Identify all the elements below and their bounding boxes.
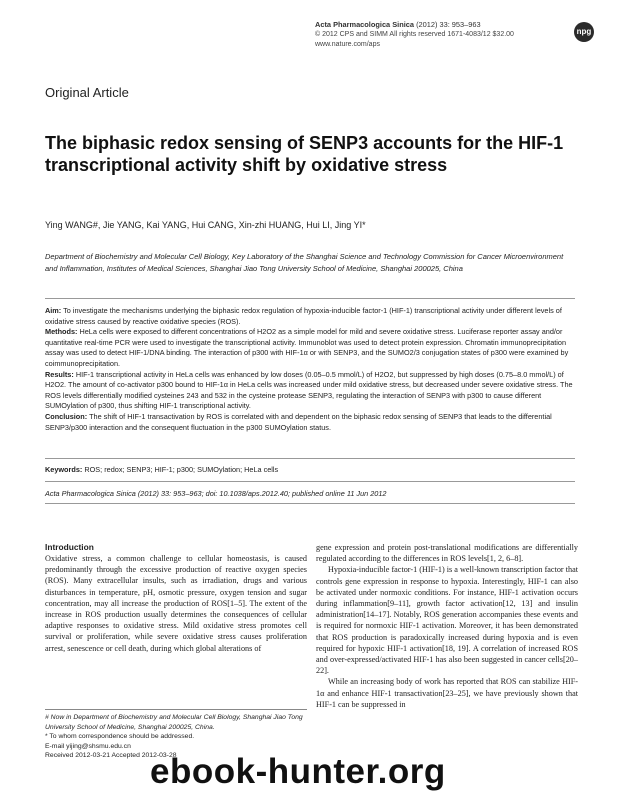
journal-issue: (2012) 33: 953–963 — [416, 20, 481, 29]
abstract-aim — [45, 306, 580, 327]
journal-name — [315, 20, 481, 29]
divider — [45, 481, 575, 482]
body-column-left — [45, 553, 307, 654]
abstract — [45, 306, 580, 433]
paragraph: gene expression and protein post-translational modifications are differentially regulated according to the differences in ROS levels[1, 2, 6–8]. — [316, 543, 578, 564]
divider — [45, 298, 575, 299]
journal-url[interactable]: www.nature.com/aps — [315, 41, 380, 48]
section-heading-introduction: Introduction — [45, 542, 94, 552]
abstract-results — [45, 370, 580, 412]
article-type: Original Article — [45, 85, 129, 100]
footnote-divider — [45, 709, 307, 710]
divider — [45, 458, 575, 459]
paragraph: While an increasing body of work has reported that ROS can stabilize HIF-1α and enhance HIF-1 transactivation[23–25], we have previously shown that HIF-1 can be suppressed in — [316, 677, 578, 709]
abstract-conclusion — [45, 412, 580, 433]
footnote-correspondence: * To whom correspondence should be addressed. — [45, 733, 195, 741]
paragraph: Oxidative stress, a common challenge to cellular homeostasis, is caused predominantly through the excessive production of reactive oxygen species (ROS). Many extracellular insults, such as irradiation, drugs and various disturbances in temperature, pH, osmotic pressure, oxygen tension and sugar concentration, may all increase the production of ROS[1–5]. The extent of the increase in ROS production usually determines the consequences of cellular adaptive responses to oxidative stress. Mild oxidative stress promotes cell survival or proliferation, while severe oxidative stress causes proliferation arrest, senescence or cell death, during which global alterations of — [45, 554, 307, 653]
citation: Acta Pharmacologica Sinica (2012) 33: 953–963; doi: 10.1038/aps.2012.40; published online 11 Jun 2012 — [45, 489, 387, 498]
author-list: Ying WANG#, Jie YANG, Kai YANG, Hui CANG, Xin-zhi HUANG, Hui LI, Jing YI* — [45, 220, 366, 230]
keywords-label: Keywords: — [45, 465, 83, 474]
footnote-affiliation: # Now in Department of Biochemistry and Molecular Cell Biology, Shanghai Jiao Tong University School of Medicine, Shanghai 200025, China. — [45, 714, 303, 731]
keywords — [45, 465, 278, 474]
conclusion-label: Conclusion: — [45, 411, 88, 421]
conclusion-text: The shift of HIF-1 transactivation by ROS is correlated with and dependent on the biphasic redox sensing of SENP3 that leads to the differential SENP3/p300 interaction and the consequent fluctuation in the p300 SUMOylation status. — [45, 411, 552, 432]
copyright-line: © 2012 CPS and SIMM All rights reserved 1671-4083/12 $32.00 — [315, 31, 514, 38]
footnote-email[interactable]: E-mail yijing@shsmu.edu.cn — [45, 742, 131, 750]
results-text: HIF-1 transcriptional activity in HeLa cells was enhanced by low doses (0.05–0.5 mmol/L) of H2O2, but suppressed by high doses (0.75–8.0 mmol/L) of H2O2. The amount of co-activator p300 bound to HIF-1α in HeLa cells was increased under mild oxidative stress, but decreased under severe oxidative stress. The ROS levels differentially modified cysteines 243 and 532 in the cysteine protease SENP3, regulating the interaction of SENP3 with p300 to cause different SUMOylation of p300, thus shifting HIF-1 transcriptional activity. — [45, 369, 573, 411]
divider — [45, 503, 575, 504]
paragraph: Hypoxia-inducible factor-1 (HIF-1) is a well-known transcription factor that controls gene expression in response to hypoxia. Interestingly, HIF-1 can also be activated under normoxic conditions. For instance, HIF-1 activation occurs during inflammation[9–11], growth factor activation[12, 13] and insulin administration[14–17]. Notably, ROS generation accompanies these events and is required for normoxic HIF-1 activation. Moreover, it has been demonstrated that ROS production is paradoxically increased during hypoxia and is even required for hypoxic HIF-1 activation[18, 19]. A correlation of increased ROS and over-expressed/activated HIF-1 has also been suggested in cancer cells[20–22]. — [316, 565, 578, 676]
npg-logo: npg — [574, 22, 594, 42]
methods-label: Methods: — [45, 327, 78, 337]
article-title: The biphasic redox sensing of SENP3 accounts for the HIF-1 transcriptional activity shift by oxidative stress — [45, 133, 564, 175]
body-column-right — [316, 542, 578, 710]
journal-title: Acta Pharmacologica Sinica — [315, 20, 414, 29]
methods-text: HeLa cells were exposed to different concentrations of H2O2 as a simple model for mild and severe oxidative stress. Luciferase reporter assay and/or quantitative real-time PCR were used to investigate the transcriptional activity. Immunoblot was used to detect protein expression. Chromatin immunoprecipitation assay was used to detect HIF-1/DNA binding. The interaction of p300 with HIF-1α or with SENP3, and the SUMO2/3 conjugation states of p300 were examined by coimmunoprecipitation. — [45, 327, 569, 368]
aim-label: Aim: — [45, 306, 62, 315]
affiliation: Department of Biochemistry and Molecular Cell Biology, Key Laboratory of the Shanghai Science and Technology Commission for Cancer Microenvironment and Inflammation, Institutes of Medical Sciences, Shanghai Jiao Tong University School of Medicine, Shanghai 200025, China — [45, 252, 564, 273]
abstract-methods — [45, 327, 580, 369]
watermark: ebook-hunter.org — [150, 752, 446, 791]
aim-text: To investigate the mechanisms underlying the biphasic redox regulation of hypoxia-inducible factor-1 (HIF-1) transcriptional activity under different levels of oxidative stress caused by reactive oxidative species (ROS). — [45, 306, 562, 326]
keywords-text: ROS; redox; SENP3; HIF-1; p300; SUMOylation; HeLa cells — [84, 465, 279, 474]
footnote-dates: Received 2012-03-21 Accepted 2012-03-28 — [45, 752, 177, 760]
results-label: Results: — [45, 369, 74, 379]
